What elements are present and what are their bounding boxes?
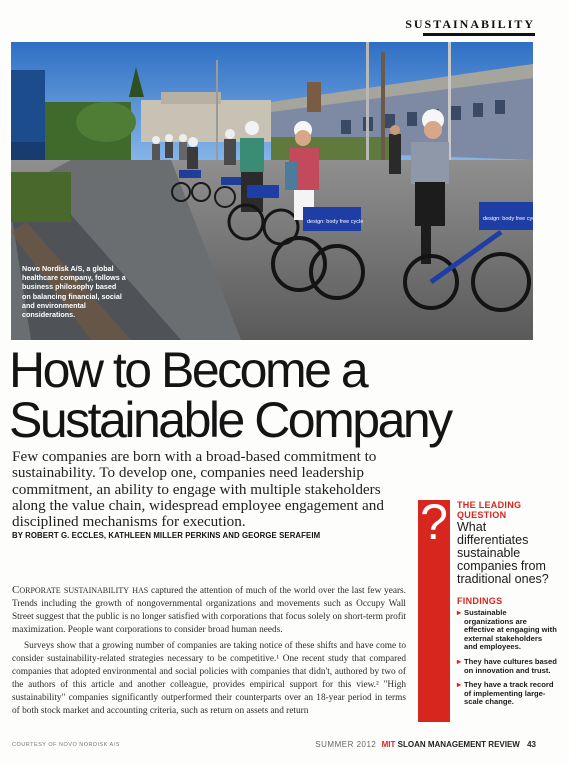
sidebar-label: THE LEADING QUESTION (457, 500, 522, 520)
bike-basket-label: design: body free cycle (307, 219, 364, 225)
finding-item: ▸ Sustainable organizations are effective at engaging with external stakeholders and employees. (457, 609, 557, 652)
headline-line-1: How to Become a (9, 342, 367, 398)
article-body (12, 584, 406, 718)
finding-item: ▸ They have cultures based on innovation and trust. (457, 658, 557, 675)
body-paragraph-2: Surveys show that a growing number of companies are taking notice of these shifts and have come to consider sustainability-related strategies necessary to be competitive.¹ One recent study that compared companies that adopted environmental and social policies with companies that didn't, authored by two of the authors of this article and another colleague, provides empirical support for this view.² "High sustainability" companies significantly outperformed their counterparts over an 18-year period in terms of both stock market and accounting criteria, such as return on assets and return (12, 641, 406, 716)
article-headline (9, 342, 549, 448)
issue-season: SUMMER 2012 (315, 740, 377, 749)
body-paragraph-1-rest: captured the attention of much of the world over the last few years. Trends including the growth of nongovernmental organizations and movements such as Occupy Wall Street suggest that the public is no longer satisfied with corporations that focus solely on short-term profit maximization. People want corporations to consider broad human needs. (12, 586, 406, 635)
question-mark-icon: ? (420, 494, 448, 550)
headline-line-2: Sustainable Company (9, 392, 451, 448)
lead-in: Corporate sustainability has (12, 584, 149, 596)
findings-label: FINDINGS (457, 596, 503, 606)
byline: BY ROBERT G. ECCLES, KATHLEEN MILLER PERKINS AND GEORGE SERAFEIM (12, 531, 321, 540)
photo-caption: Novo Nordisk A/S, a global healthcare company, follows a business philosophy based on balancing financial, social and environmental considerations. (22, 264, 126, 320)
page-footer (315, 740, 536, 749)
article-dek: Few companies are born with a broad-based commitment to sustainability. To develop one, companies need leadership commitment, an ability to engage with multiple stakeholders along the value chain, widespread employee engagement and disciplined mechanisms for execution. (12, 448, 384, 531)
section-rule (423, 33, 535, 36)
photo-credit: COURTESY OF NOVO NORDISK A/S (12, 742, 120, 748)
findings-list (457, 609, 557, 707)
publication-mit: MIT (381, 740, 396, 749)
sidebar-question: What differentiates sustainable companies from traditional ones? (457, 520, 549, 586)
leading-question-sidebar (457, 501, 557, 713)
page-number: 43 (527, 740, 536, 749)
finding-item: ▸ They have a track record of implementing large-scale change. (457, 681, 557, 707)
body-paragraph-1 (12, 584, 406, 637)
section-label: SUSTAINABILITY (405, 17, 535, 31)
publication-name: SLOAN MANAGEMENT REVIEW (397, 740, 520, 749)
bike-basket-label-right: design: body free cycle (483, 216, 540, 222)
